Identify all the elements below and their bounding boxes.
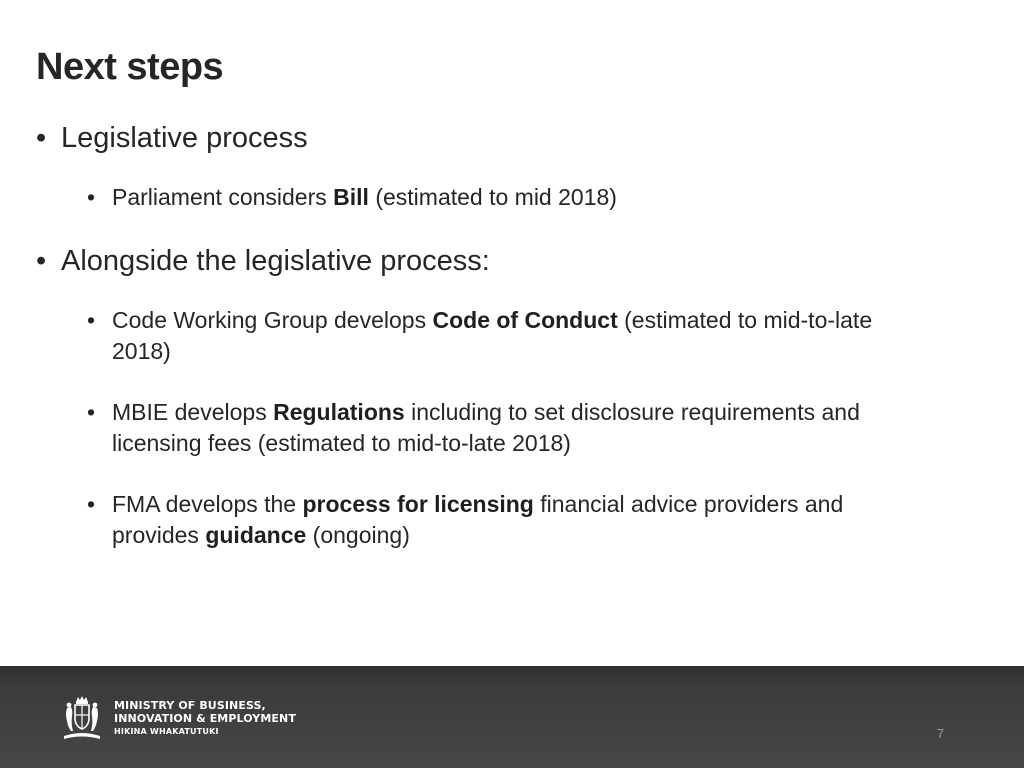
org-name-line-2: INNOVATION & EMPLOYMENT bbox=[114, 712, 296, 725]
bold-term: Bill bbox=[333, 184, 369, 210]
slide-content bbox=[36, 118, 916, 551]
bullet-parliament-bill bbox=[87, 182, 902, 213]
nz-coat-of-arms-icon bbox=[58, 694, 106, 742]
bold-term: Code of Conduct bbox=[432, 307, 618, 333]
bullet-legislative-process: • Legislative process bbox=[36, 118, 916, 158]
page-number: 7 bbox=[936, 726, 944, 741]
text-run: (estimated to mid 2018) bbox=[368, 184, 617, 210]
footer-bar bbox=[0, 666, 1024, 768]
text-run: Parliament considers bbox=[112, 184, 334, 210]
text-run: (estimated to mid-to-late 2018) bbox=[112, 307, 873, 364]
text-run: Code Working Group develops bbox=[112, 307, 433, 333]
bold-term: process for licensing bbox=[302, 491, 534, 517]
bullet-code-of-conduct bbox=[87, 305, 902, 367]
bullet-alongside-legislative: • Alongside the legislative process: bbox=[36, 241, 916, 281]
bullet-regulations bbox=[87, 397, 902, 459]
ministry-logotype bbox=[114, 699, 296, 738]
bold-term: guidance bbox=[205, 522, 307, 548]
text-run: MBIE develops bbox=[112, 399, 274, 425]
bullet-licensing-guidance bbox=[87, 489, 902, 551]
text-run: (ongoing) bbox=[306, 522, 410, 548]
bold-term: Regulations bbox=[273, 399, 405, 425]
text-run: FMA develops the bbox=[112, 491, 303, 517]
slide-title: Next steps bbox=[36, 46, 224, 88]
text-run: financial advice providers and provides bbox=[112, 491, 844, 548]
org-name-line-1: MINISTRY OF BUSINESS, bbox=[114, 699, 266, 712]
text-run: including to set disclosure requirements and licensing fees (estimated to mid-to-late 2018) bbox=[112, 399, 860, 456]
org-tagline: HIKINA WHAKATUTUKI bbox=[114, 727, 219, 736]
